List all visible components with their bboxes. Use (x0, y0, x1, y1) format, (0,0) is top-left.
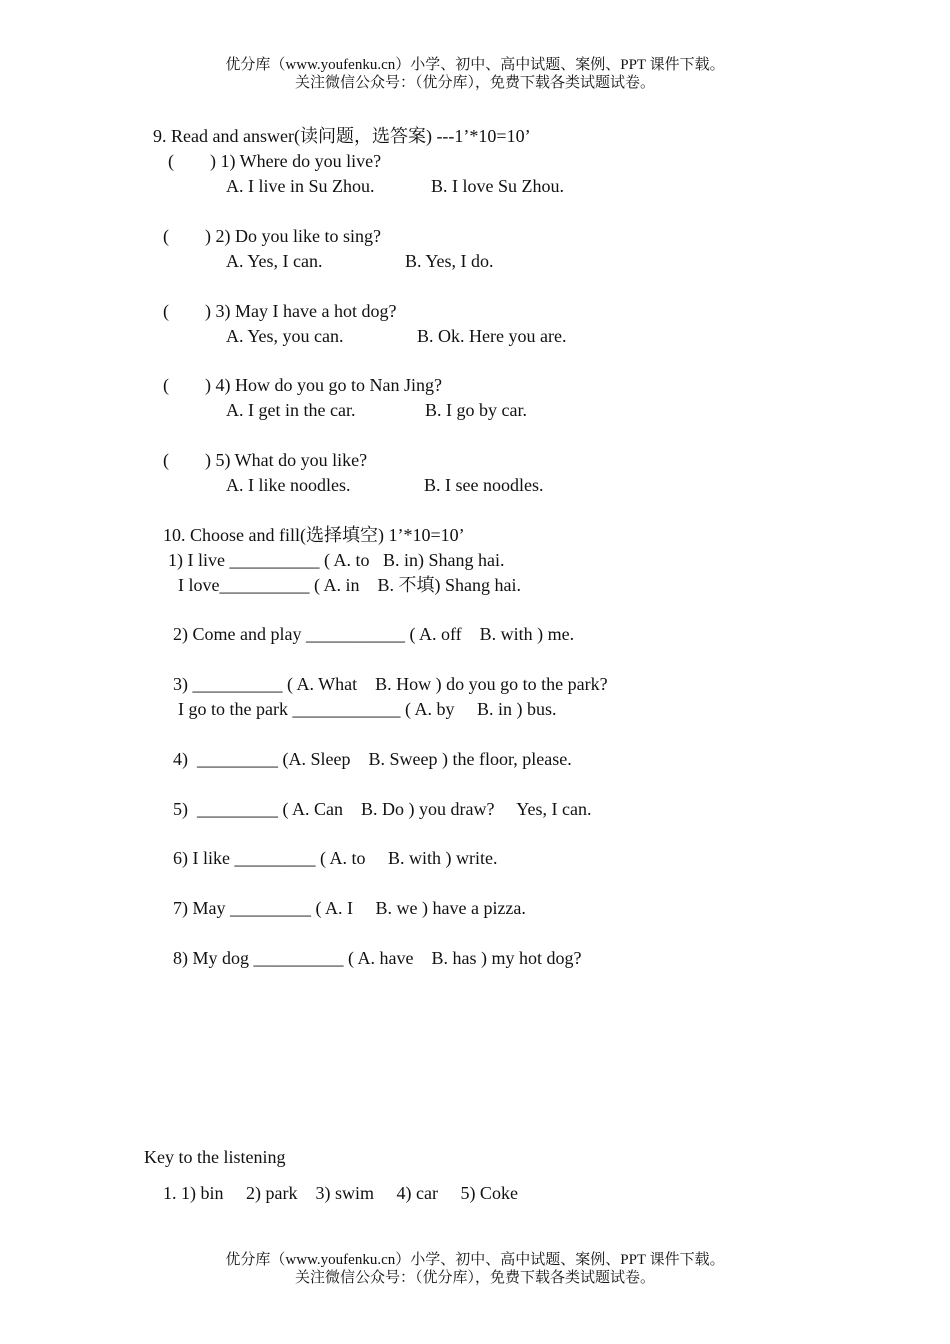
fill-line-1b: I love__________ ( A. in B. 不填) Shang hai. (178, 575, 521, 595)
header-line-1: 优分库（www.youfenku.cn）小学、初中、高中试题、案例、PPT 课件下载。 (225, 57, 725, 73)
question-9-4: ( ) 4) How do you go to Nan Jing? (163, 375, 442, 395)
listening-key-answers: 1. 1) bin 2) park 3) swim 4) car 5) Coke (163, 1183, 518, 1203)
fill-line-3a: 3) __________ ( A. What B. How ) do you go to the park? (173, 674, 608, 694)
option-9-1-a: A. I live in Su Zhou. (226, 176, 375, 196)
fill-line-4: 4) _________ (A. Sleep B. Sweep ) the floor, please. (173, 749, 572, 769)
question-9-5: ( ) 5) What do you like? (163, 450, 368, 470)
fill-line-8: 8) My dog __________ ( A. have B. has ) my hot dog? (173, 948, 582, 968)
option-9-5-b: B. I see noodles. (424, 475, 544, 495)
header-line-2: 关注微信公众号：（优分库），免费下载各类试题试卷。 (294, 75, 655, 91)
option-9-1-b: B. I love Su Zhou. (431, 176, 564, 196)
question-9-3: ( ) 3) May I have a hot dog? (163, 301, 397, 321)
option-9-4-a: A. I get in the car. (226, 400, 356, 420)
question-9-2: ( ) 2) Do you like to sing? (163, 226, 381, 246)
fill-line-3b: I go to the park ____________ ( A. by B. in ) bus. (178, 699, 557, 719)
option-9-5-a: A. I like noodles. (226, 475, 351, 495)
fill-line-2: 2) Come and play ___________ ( A. off B. with ) me. (173, 624, 575, 644)
option-9-3-b: B. Ok. Here you are. (417, 326, 567, 346)
fill-line-5: 5) _________ ( A. Can B. Do ) you draw? Yes, I can. (173, 799, 592, 819)
footer-line-2: 关注微信公众号：（优分库），免费下载各类试题试卷。 (294, 1270, 655, 1286)
fill-line-6: 6) I like _________ ( A. to B. with ) write. (173, 848, 498, 868)
footer-line-1: 优分库（www.youfenku.cn）小学、初中、高中试题、案例、PPT 课件下载。 (225, 1252, 725, 1268)
section-10-title: 10. Choose and fill(选择填空) 1’*10=10’ (163, 525, 465, 545)
option-9-3-a: A. Yes, you can. (226, 326, 344, 346)
fill-line-1a: 1) I live __________ ( A. to B. in) Shang hai. (168, 550, 505, 570)
option-9-4-b: B. I go by car. (425, 400, 527, 420)
listening-key-title: Key to the listening (144, 1147, 286, 1167)
section-9-title: 9. Read and answer(读问题，选答案) ---1’*10=10’ (153, 126, 531, 146)
fill-line-7: 7) May _________ ( A. I B. we ) have a pizza. (173, 898, 526, 918)
option-9-2-a: A. Yes, I can. (226, 251, 323, 271)
option-9-2-b: B. Yes, I do. (405, 251, 494, 271)
question-9-1: ( ) 1) Where do you live? (168, 151, 382, 171)
